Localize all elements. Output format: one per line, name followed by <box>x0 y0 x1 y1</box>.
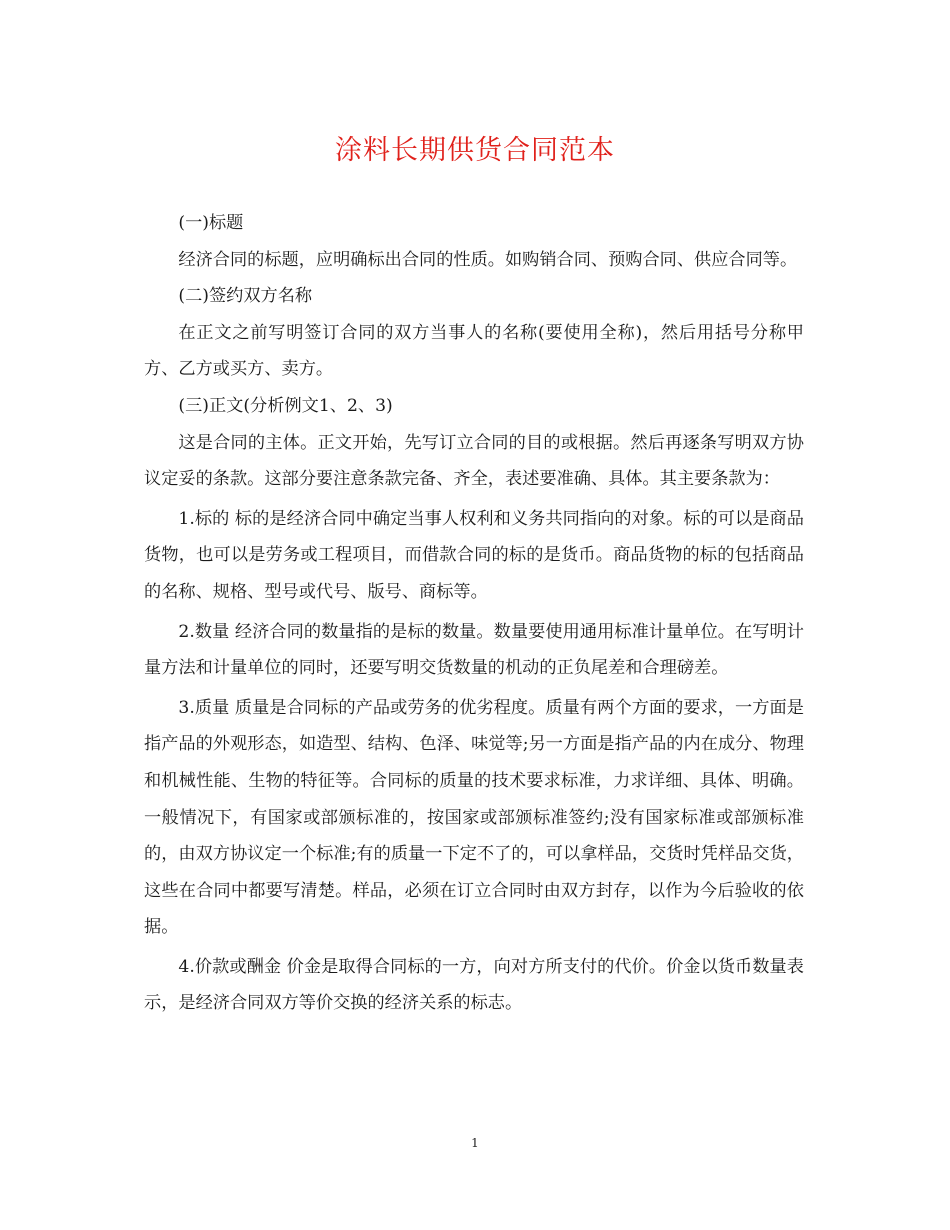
paragraph-title-description: 经济合同的标题，应明确标出合同的性质。如购销合同、预购合同、供应合同等。 <box>178 249 798 270</box>
paragraph-body-description: 这是合同的主体。正文开始，先写订立合同的目的或根据。然后再逐条写明双方协议定妥的条款。这部分要注意条款完备、齐全，表述要准确、具体。其主要条款为： <box>144 432 804 490</box>
paragraph-heading-parties: (二)签约双方名称 <box>178 286 313 307</box>
paragraph-heading-title: (一)标题 <box>178 213 244 233</box>
paragraph-item-quantity: 2.数量 经济合同的数量指的是标的数量。数量要使用通用标准计量单位。在写明计量方法和计量单位的同时，还要写明交货数量的机动的正负尾差和合理磅差。 <box>144 621 804 679</box>
paragraph-item-subject: 1.标的 标的是经济合同中确定当事人权利和义务共同指向的对象。标的可以是商品货物，也可以是劳务或工程项目，而借款合同的标的是货币。商品货物的标的包括商品的名称、规格、型号或代号、版号、商标等。 <box>144 508 804 602</box>
paragraph-heading-body: (三)正文(分析例文1、2、3) <box>178 395 393 416</box>
page-number: 1 <box>471 1136 479 1150</box>
document-body <box>144 205 804 1022</box>
paragraph-item-quality: 3.质量 质量是合同标的产品或劳务的优劣程度。质量有两个方面的要求，一方面是指产品的外观形态，如造型、结构、色泽、味觉等;另一方面是指产品的内在成分、物理和机械性能、生物的特征等。合同标的质量的技术要求标准，力求详细、具体、明确。一般情况下，有国家或部颁标准的，按国家或部颁标准签约;没有国家标准或部颁标准的，由双方协议定一个标准;有的质量一下定不了的，可以拿样品，交货时凭样品交货，这些在合同中都要写清楚。样品，必须在订立合同时由双方封存，以作为今后验收的依据。 <box>144 697 804 938</box>
paragraph-item-price: 4.价款或酬金 价金是取得合同标的一方，向对方所支付的代价。价金以货币数量表示，是经济合同双方等价交换的经济关系的标志。 <box>144 956 804 1014</box>
paragraph-parties-description: 在正文之前写明签订合同的双方当事人的名称(要使用全称)，然后用括号分称甲方、乙方或买方、卖方。 <box>144 322 804 380</box>
document-title: 涂料长期供货合同范本 <box>335 135 615 166</box>
